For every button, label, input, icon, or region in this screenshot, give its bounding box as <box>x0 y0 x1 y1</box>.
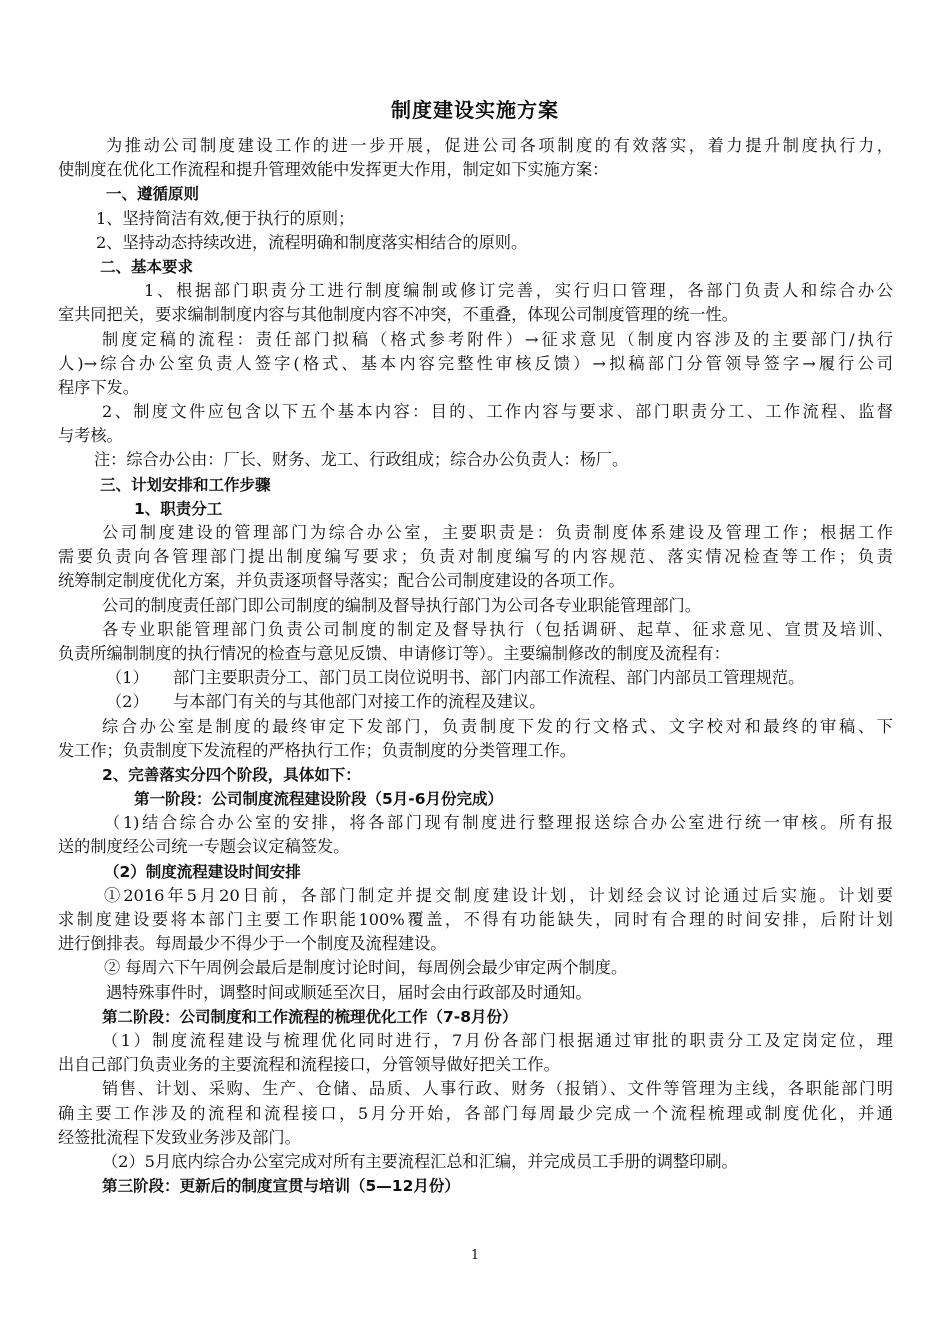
paragraph-line: ② 每周六下午周例会最后是制度讨论时间，每周例会最少审定两个制度。 <box>104 958 628 978</box>
paragraph-line: （1)结合综合办公室的安排，将各部门现有制度进行整理报送综合办公室进行统一审核。所有报 <box>104 813 893 833</box>
paragraph-line: （2）5月底内综合办公室完成对所有主要流程汇总和汇编，并完成员工手册的调整印刷。 <box>102 1151 738 1171</box>
paragraph-line: 使制度在优化工作流程和提升管理效能中发挥更大作用，制定如下实施方案： <box>58 160 609 180</box>
paragraph-line: 送的制度经公司统一专题会议定稿签发。 <box>58 837 350 857</box>
paragraph-line: 2、制度文件应包含以下五个基本内容：目的、工作内容与要求、部门职责分工、工作流程、监督 <box>102 402 893 422</box>
section-heading: 第三阶段：更新后的制度宣贯与培训（5—12月份） <box>102 1177 460 1196</box>
section-heading: 1、职责分工 <box>134 499 223 518</box>
paragraph-line: 公司制度建设的管理部门为综合办公室，主要职责是：负责制度体系建设及管理工作；根据工作 <box>102 523 893 542</box>
section-heading: 三、计划安排和工作步骤 <box>100 475 271 494</box>
page-number: 1 <box>470 1248 480 1263</box>
paragraph-line: 为推动公司制度建设工作的进一步开展，促进公司各项制度的有效落实，着力提升制度执行力， <box>106 136 893 155</box>
section-heading: （2）制度流程建设时间安排 <box>104 862 301 881</box>
paragraph-line: 确主要工作涉及的流程和流程接口，5月分开始，各部门每周最少完成一个流程梳理或制度优化，并通 <box>58 1103 893 1123</box>
paragraph-line: 与考核。 <box>58 426 123 446</box>
section-heading: 二、基本要求 <box>100 257 194 276</box>
paragraph-line: 统筹制定制度优化方案，并负责逐项督导落实；配合公司制度建设的各项工作。 <box>58 571 625 591</box>
paragraph-line: 进行倒排表。每周最少不得少于一个制度及流程建设。 <box>58 934 447 954</box>
section-heading: 2、完善落实分四个阶段，具体如下： <box>102 765 361 784</box>
paragraph-line: （1）制度流程建设与梳理优化同时进行，7月份各部门根据通过审批的职责分工及定岗定位，理 <box>102 1030 893 1050</box>
paragraph-line: 2、坚持动态持续改进，流程明确和制度落实相结合的原则。 <box>96 232 528 252</box>
paragraph-line: 求制度建设要将本部门主要工作职能100%覆盖，不得有功能缺失，同时有合理的时间安排，后附计划 <box>58 910 893 929</box>
paragraph-line: 经签批流程下发致业务涉及部门。 <box>58 1127 301 1147</box>
paragraph-line: 程序下发。 <box>58 377 139 397</box>
paragraph-line: 出自己部门负责业务的主要流程和流程接口，分管领导做好把关工作。 <box>58 1055 560 1075</box>
paragraph-line: 综合办公室是制度的最终审定下发部门，负责制度下发的行文格式、文字校对和最终的审稿、下 <box>102 716 893 736</box>
section-heading: 一、遵循原则 <box>106 185 200 204</box>
section-heading: 第二阶段：公司制度和工作流程的梳理优化工作（7-8月份） <box>102 1007 518 1026</box>
document-body <box>58 134 893 1198</box>
section-heading: 第一阶段：公司制度流程建设阶段（5月-6月份完成） <box>134 790 504 809</box>
paragraph-line: 发工作；负责制度下发流程的严格执行工作；负责制度的分类管理工作。 <box>58 740 576 760</box>
paragraph-line: 人)→综合办公室负责人签字(格式、基本内容完整性审核反馈）→拟稿部门分管领导签字→履行公司 <box>58 353 893 373</box>
paragraph-line: 负责所编制制度的执行情况的检查与意见反馈、申请修订等）。主要编制修改的制度及流程有： <box>58 643 730 663</box>
paragraph-line: 室共同把关，要求编制制度内容与其他制度内容不冲突，不重叠，体现公司制度管理的统一性。 <box>58 305 738 325</box>
document-title: 制度建设实施方案 <box>391 98 559 122</box>
paragraph-line: 注：综合办公由：厂长、财务、龙工、行政组成；综合办公负责人：杨厂。 <box>94 450 629 470</box>
paragraph-line: （2） 与本部门有关的与其他部门对接工作的流程及建议。 <box>106 692 546 712</box>
paragraph-line: 需要负责向各管理部门提出制度编写要求；负责对制度编写的内容规范、落实情况检查等工作；负责 <box>58 547 893 567</box>
paragraph-line: ①2016年5月20日前，各部门制定并提交制度建设计划，计划经会议讨论通过后实施。计划要 <box>104 885 893 905</box>
paragraph-line: 公司的制度责任部门即公司制度的编制及督导执行部门为公司各专业职能管理部门。 <box>102 595 701 615</box>
paragraph-line: 制度定稿的流程：责任部门拟稿（格式参考附件）→征求意见（制度内容涉及的主要部门/执行 <box>102 329 893 349</box>
paragraph-line: 销售、计划、采购、生产、仓储、品质、人事行政、财务（报销）、文件等管理为主线，各职能部门明 <box>102 1079 893 1099</box>
paragraph-line: 各专业职能管理部门负责公司制度的制定及督导执行（包括调研、起草、征求意见、宣贯及培训、 <box>102 619 893 639</box>
paragraph-line: 1、坚持简洁有效,便于执行的原则； <box>96 208 355 228</box>
paragraph-line: 1、根据部门职责分工进行制度编制或修订完善，实行归口管理，各部门负责人和综合办公 <box>144 281 893 301</box>
paragraph-line: （1） 部门主要职责分工、部门员工岗位说明书、部门内部工作流程、部门内部员工管理规范。 <box>106 668 805 688</box>
paragraph-line: 遇特殊事件时，调整时间或顺延至次日，届时会由行政部及时通知。 <box>106 982 592 1002</box>
